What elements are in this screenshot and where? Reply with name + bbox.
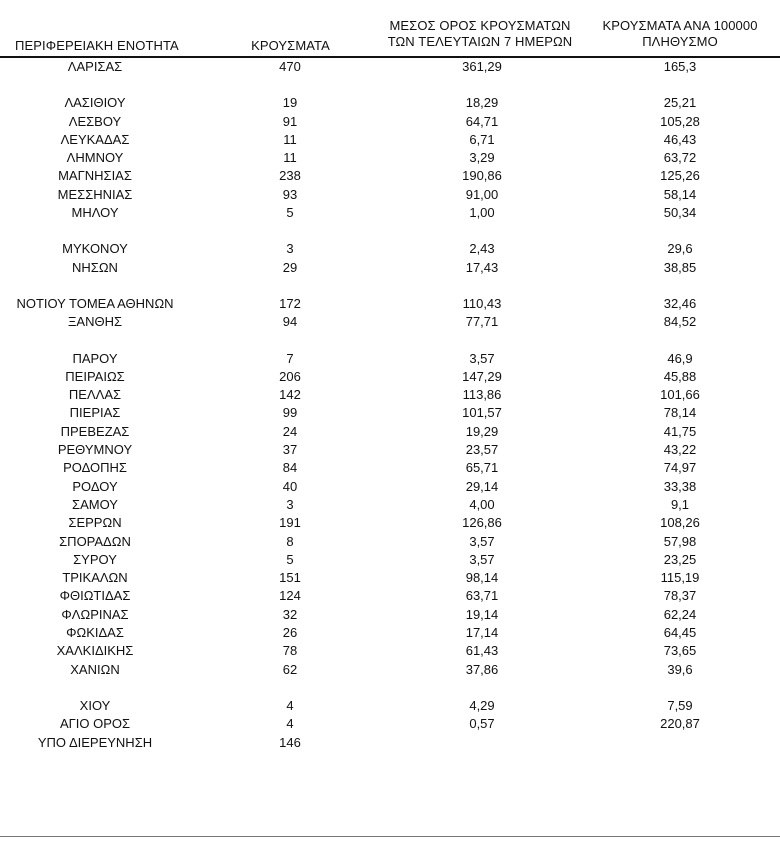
table-row: [0, 259, 780, 277]
region-cell: ΦΛΩΡΙΝΑΣ: [61, 606, 129, 622]
region-cell: ΦΩΚΙΔΑΣ: [66, 625, 124, 641]
per-100000-cell: 108,26: [660, 515, 700, 531]
table-row: [0, 167, 780, 185]
table-row: [0, 386, 780, 404]
table-row: [0, 295, 780, 313]
cases-cell: 24: [282, 423, 298, 439]
table-row: [0, 368, 780, 386]
avg-cell: 6,71: [469, 131, 495, 147]
region-cell: ΝΗΣΩΝ: [72, 259, 118, 275]
region-cell: ΛΑΣΙΘΙΟΥ: [64, 95, 126, 111]
avg-cell: 2,43: [469, 241, 495, 257]
per-100000-cell: 7,59: [667, 697, 693, 713]
cases-cell: 172: [279, 295, 301, 311]
cases-cell: 4: [286, 716, 294, 732]
header-cases-per-100000: [580, 18, 780, 56]
per-100000-cell: 33,38: [663, 478, 697, 494]
avg-cell: 91,00: [465, 186, 499, 202]
table-row: [0, 94, 780, 112]
region-cell: ΣΠΟΡΑΔΩΝ: [59, 533, 131, 549]
per-100000-cell: 39,6: [667, 661, 693, 677]
cases-cell: 29: [282, 259, 298, 275]
table-row: [0, 642, 780, 660]
cases-cell: 26: [282, 625, 298, 641]
cases-cell: 37: [282, 442, 298, 458]
header-avg-line1: ΜΕΣΟΣ ΟΡΟΣ ΚΡΟΥΣΜΑΤΩΝ: [389, 18, 571, 33]
region-cell: ΛΕΣΒΟΥ: [68, 113, 122, 129]
per-100000-cell: 57,98: [663, 533, 697, 549]
per-100000-cell: 23,25: [663, 551, 697, 567]
per-100000-cell: 78,37: [663, 588, 697, 604]
per-100000-cell: 29,6: [667, 241, 693, 257]
table-row: [0, 131, 780, 149]
avg-cell: 37,86: [465, 661, 499, 677]
region-cell: ΠΕΛΛΑΣ: [68, 387, 122, 403]
region-cell: ΡΟΔΟΥ: [72, 478, 118, 494]
per-100000-cell: 32,46: [663, 295, 697, 311]
avg-cell: 0,57: [469, 716, 495, 732]
region-cell: ΧΑΛΚΙΔΙΚΗΣ: [56, 643, 134, 659]
per-100000-cell: 38,85: [663, 259, 697, 275]
table-row: [0, 313, 780, 331]
table-row: [0, 697, 780, 715]
cases-cell: 5: [286, 551, 294, 567]
per-100000-cell: 25,21: [663, 95, 697, 111]
cases-cell: 11: [283, 150, 297, 166]
cases-cell: 99: [282, 405, 298, 421]
cases-cell: 5: [286, 205, 294, 221]
cases-cell: 3: [286, 241, 294, 257]
table-row: [0, 624, 780, 642]
per-100000-cell: 220,87: [660, 716, 700, 732]
avg-cell: 19,29: [465, 423, 499, 439]
region-cell: ΠΑΡΟΥ: [72, 350, 118, 366]
region-cell: ΣΥΡΟΥ: [73, 551, 117, 567]
region-cell: ΜΗΛΟΥ: [71, 205, 119, 221]
cases-cell: 62: [282, 661, 298, 677]
per-100000-cell: 9,1: [670, 496, 690, 512]
region-cell: ΜΥΚΟΝΟΥ: [62, 241, 128, 257]
footer-divider: [0, 836, 780, 837]
per-100000-cell: 43,22: [663, 442, 697, 458]
region-cell: ΑΓΙΟ ΟΡΟΣ: [59, 716, 131, 732]
table-row: [0, 459, 780, 477]
cases-cell: 151: [279, 570, 301, 586]
avg-cell: 361,29: [462, 59, 502, 74]
avg-cell: 64,71: [465, 113, 499, 129]
header-per-line2: ΠΛΗΘΥΣΜΟ: [642, 34, 718, 49]
avg-cell: 19,14: [465, 606, 499, 622]
cases-cell: 238: [279, 168, 301, 184]
cases-cell: 142: [279, 387, 301, 403]
per-100000-cell: 64,45: [663, 625, 697, 641]
avg-cell: 3,57: [469, 533, 495, 549]
table-row: [0, 606, 780, 624]
table-row: [0, 551, 780, 569]
table-row: [0, 734, 780, 752]
cases-cell: 93: [282, 186, 298, 202]
per-100000-cell: 105,28: [660, 113, 700, 129]
per-100000-cell: 58,14: [663, 186, 697, 202]
per-100000-cell: 62,24: [663, 606, 697, 622]
table-row: [0, 350, 780, 368]
region-cell: ΧΙΟΥ: [79, 697, 111, 713]
avg-cell: 147,29: [462, 368, 502, 384]
avg-cell: 1,00: [469, 205, 495, 221]
table-row: [0, 587, 780, 605]
table-row: [0, 186, 780, 204]
avg-cell: 61,43: [465, 643, 499, 659]
region-cell: ΝΟΤΙΟΥ ΤΟΜΕΑ ΑΘΗΝΩΝ: [16, 295, 174, 311]
avg-cell: 126,86: [462, 515, 502, 531]
region-cell: ΡΕΘΥΜΝΟΥ: [57, 442, 133, 458]
table-row: [0, 240, 780, 258]
avg-cell: 4,00: [469, 496, 495, 512]
avg-cell: 65,71: [465, 460, 499, 476]
table-row: [0, 113, 780, 131]
avg-cell: 3,57: [469, 551, 495, 567]
table-body: [0, 58, 780, 752]
per-100000-cell: 165,3: [663, 59, 697, 74]
per-100000-cell: 41,75: [663, 423, 697, 439]
per-100000-cell: 46,43: [663, 131, 697, 147]
region-cell: ΤΡΙΚΑΛΩΝ: [62, 570, 128, 586]
header-per-line1: ΚΡΟΥΣΜΑΤΑ ΑΝΑ 100000: [602, 18, 758, 33]
header-region-label: ΠΕΡΙΦΕΡΕΙΑΚΗ ΕΝΟΤΗΤΑ: [15, 38, 179, 53]
per-100000-cell: 125,26: [660, 168, 700, 184]
table-row: [0, 569, 780, 587]
per-100000-cell: 63,72: [663, 150, 697, 166]
avg-cell: 77,71: [465, 314, 499, 330]
table-row: [0, 404, 780, 422]
avg-cell: 29,14: [465, 478, 499, 494]
region-cell: ΠΕΙΡΑΙΩΣ: [65, 368, 125, 384]
cases-cell: 206: [279, 368, 301, 384]
avg-cell: 190,86: [462, 168, 502, 184]
per-100000-cell: 84,52: [663, 314, 697, 330]
table-row: [0, 533, 780, 551]
cases-cell: 4: [286, 697, 294, 713]
region-cell: ΦΘΙΩΤΙΔΑΣ: [59, 588, 131, 604]
cases-cell: 84: [282, 460, 298, 476]
region-cell: ΥΠΟ ΔΙΕΡΕΥΝΗΣΗ: [37, 734, 153, 750]
cases-cell: 7: [286, 350, 294, 366]
table-row: [0, 715, 780, 733]
avg-cell: 4,29: [469, 697, 495, 713]
region-cell: ΜΕΣΣΗΝΙΑΣ: [57, 186, 133, 202]
per-100000-cell: 46,9: [667, 350, 693, 366]
region-cell: ΧΑΝΙΩΝ: [70, 661, 120, 677]
per-100000-cell: 73,65: [663, 643, 697, 659]
table-row: [0, 441, 780, 459]
region-cell: ΠΙΕΡΙΑΣ: [69, 405, 121, 421]
region-cell: ΛΕΥΚΑΔΑΣ: [60, 131, 130, 147]
avg-cell: 18,29: [465, 95, 499, 111]
per-100000-cell: 50,34: [663, 205, 697, 221]
region-cell: ΞΑΝΘΗΣ: [67, 314, 123, 330]
region-cell: ΠΡΕΒΕΖΑΣ: [60, 423, 130, 439]
table-row: [0, 204, 780, 222]
table-row: [0, 514, 780, 532]
cases-cell: 11: [283, 131, 297, 147]
table-row: [0, 661, 780, 679]
per-100000-cell: 74,97: [663, 460, 697, 476]
avg-cell: 17,14: [465, 625, 499, 641]
header-cases: [243, 18, 338, 56]
region-cell: ΣΕΡΡΩΝ: [68, 515, 122, 531]
per-100000-cell: 101,66: [660, 387, 700, 403]
region-cell: ΣΑΜΟΥ: [72, 496, 118, 512]
cases-cell: 146: [279, 734, 301, 750]
cases-cell: 8: [286, 533, 294, 549]
header-avg-line2: ΤΩΝ ΤΕΛΕΥΤΑΙΩΝ 7 ΗΜΕΡΩΝ: [387, 34, 573, 49]
region-cell: ΛΗΜΝΟΥ: [66, 150, 124, 166]
cases-cell: 124: [279, 588, 301, 604]
avg-cell: 63,71: [465, 588, 499, 604]
region-cell: ΜΑΓΝΗΣΙΑΣ: [58, 168, 132, 184]
per-100000-cell: 45,88: [663, 368, 697, 384]
avg-cell: 98,14: [465, 570, 499, 586]
header-cases-label: ΚΡΟΥΣΜΑΤΑ: [251, 38, 330, 53]
cases-cell: 32: [282, 606, 298, 622]
avg-cell: 17,43: [465, 259, 499, 275]
cases-cell: 470: [279, 59, 301, 74]
avg-cell: 113,86: [462, 387, 502, 403]
per-100000-cell: 78,14: [663, 405, 697, 421]
table-row: [0, 58, 780, 76]
avg-cell: 110,43: [462, 295, 502, 311]
cases-cell: 78: [282, 643, 298, 659]
cases-cell: 91: [282, 113, 298, 129]
avg-cell: 3,57: [469, 350, 495, 366]
table-row: [0, 478, 780, 496]
avg-cell: 23,57: [465, 442, 499, 458]
region-cell: ΡΟΔΟΠΗΣ: [63, 460, 127, 476]
table-row: [0, 423, 780, 441]
avg-cell: 101,57: [462, 405, 502, 421]
cases-cell: 3: [286, 496, 294, 512]
cases-cell: 19: [282, 95, 298, 111]
region-cell: ΛΑΡΙΣΑΣ: [67, 59, 123, 74]
cases-cell: 191: [279, 515, 301, 531]
avg-cell: 3,29: [469, 150, 495, 166]
cases-cell: 94: [282, 314, 298, 330]
header-seven-day-average: [375, 18, 585, 56]
cases-cell: 40: [282, 478, 298, 494]
per-100000-cell: 115,19: [660, 570, 700, 586]
table-row: [0, 496, 780, 514]
table-row: [0, 149, 780, 167]
header-region: [0, 18, 190, 56]
